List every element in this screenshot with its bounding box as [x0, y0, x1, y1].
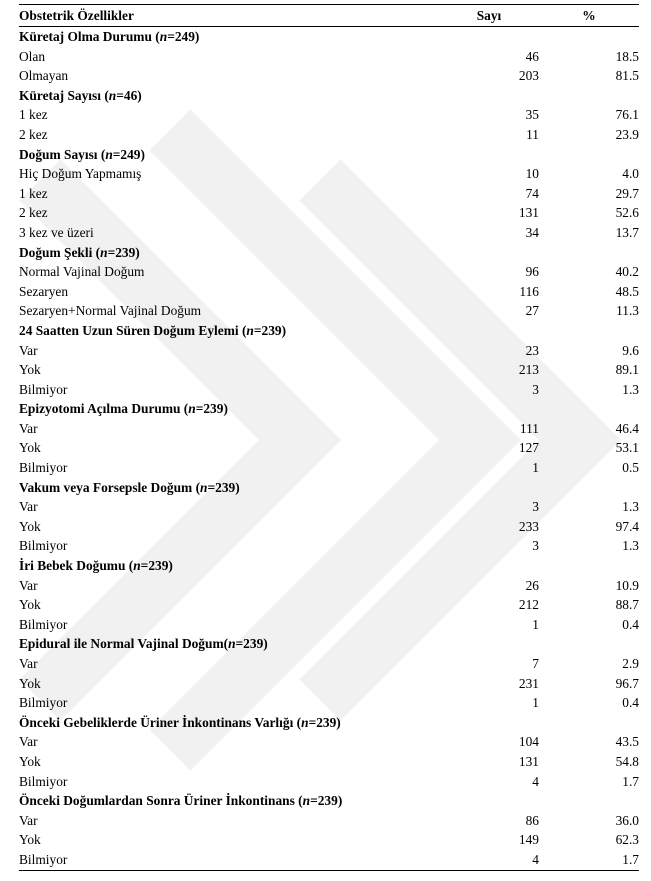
- row-label: Sezaryen+Normal Vajinal Doğum: [19, 303, 202, 319]
- row-percent: 2.9: [622, 656, 639, 671]
- section-title-text: Küretaj Sayısı: [19, 87, 101, 103]
- table-row: [19, 419, 639, 439]
- row-percent: 18.5: [615, 48, 639, 64]
- section-title-text: Epizyotomi Açılma Durumu: [19, 401, 181, 417]
- section-n-value: 239: [316, 714, 337, 730]
- row-percent: 4.0: [622, 166, 639, 182]
- row-percent: 89.1: [615, 362, 639, 378]
- row-percent: 1.7: [622, 851, 639, 867]
- section-header-row: [19, 478, 639, 498]
- row-count: 1: [532, 695, 539, 711]
- row-count: 23: [525, 342, 539, 358]
- table-header-row: [19, 5, 639, 27]
- row-count: 212: [518, 597, 539, 613]
- row-label: Olan: [19, 48, 46, 64]
- table-body: [19, 27, 639, 871]
- row-percent: 54.8: [615, 753, 639, 769]
- row-percent: 13.7: [615, 224, 639, 240]
- row-label: Yok: [19, 440, 41, 456]
- section-title: Epidural ile Normal Vajinal Doğum(n=239): [19, 636, 268, 652]
- row-count: 74: [525, 185, 539, 201]
- row-percent: 23.9: [615, 126, 639, 142]
- table-row: [19, 732, 639, 752]
- section-n-value: 239: [243, 636, 264, 652]
- table-row: [19, 262, 639, 282]
- row-label: 2 kez: [19, 205, 48, 221]
- section-title-text: İri Bebek Doğumu: [19, 558, 126, 574]
- row-count: 86: [525, 812, 539, 828]
- section-title: Küretaj Sayısı (n=46): [19, 87, 142, 103]
- row-label: Yok: [19, 362, 41, 378]
- section-header-row: [19, 399, 639, 419]
- row-label: Yok: [19, 518, 41, 534]
- table-row: [19, 850, 639, 870]
- row-count: 231: [518, 675, 539, 691]
- table-row: [19, 811, 639, 831]
- section-title: İri Bebek Doğumu (n=239): [19, 558, 173, 574]
- row-percent: 53.1: [615, 440, 639, 456]
- table-row: [19, 458, 639, 478]
- section-n-value: 249: [174, 29, 195, 44]
- row-count: 7: [532, 656, 539, 671]
- row-percent: 29.7: [615, 185, 639, 201]
- row-percent: 62.3: [615, 832, 639, 848]
- section-header-row: [19, 145, 639, 165]
- table-row: [19, 830, 639, 850]
- section-title: Önceki Gebeliklerde Üriner İnkontinans Varlığı (n=239): [19, 714, 341, 730]
- table-row: [19, 47, 639, 67]
- row-percent: 88.7: [615, 597, 639, 613]
- obstetric-features-table: [19, 4, 639, 871]
- row-label: Bilmiyor: [19, 460, 68, 476]
- table-row: [19, 301, 639, 321]
- section-header-row: [19, 556, 639, 576]
- table-row: [19, 360, 639, 380]
- table-row: [19, 380, 639, 400]
- table-row: [19, 203, 639, 223]
- table-row: [19, 223, 639, 243]
- table-row: [19, 536, 639, 556]
- row-count: 27: [525, 303, 539, 319]
- row-count: 3: [532, 499, 539, 515]
- row-count: 11: [526, 126, 539, 142]
- row-percent: 40.2: [615, 264, 639, 280]
- row-label: Bilmiyor: [19, 851, 68, 867]
- row-label: Bilmiyor: [19, 381, 68, 397]
- row-count: 35: [525, 107, 539, 123]
- row-count: 1: [532, 616, 539, 632]
- table-row: [19, 66, 639, 86]
- row-percent: 9.6: [622, 342, 639, 358]
- row-label: Bilmiyor: [19, 773, 68, 789]
- section-n-value: 239: [261, 322, 282, 338]
- row-label: Var: [19, 577, 38, 593]
- row-label: Var: [19, 342, 38, 358]
- row-label: Var: [19, 734, 38, 750]
- table-row: [19, 576, 639, 596]
- section-title-text: Doğum Şekli: [19, 244, 93, 260]
- row-percent: 46.4: [615, 420, 639, 436]
- header-feature: Obstetrik Özellikler: [19, 7, 134, 23]
- section-header-row: [19, 243, 639, 263]
- row-percent: 48.5: [615, 283, 639, 299]
- row-percent: 81.5: [615, 68, 639, 84]
- row-label: Sezaryen: [19, 283, 69, 299]
- section-header-row: [19, 27, 639, 47]
- section-title-text: Doğum Sayısı: [19, 146, 98, 162]
- table-row: [19, 438, 639, 458]
- row-count: 131: [518, 753, 539, 769]
- section-title-text: Vakum veya Forsepsle Doğum: [19, 479, 193, 495]
- row-label: Var: [19, 420, 38, 436]
- section-n-value: 46: [123, 87, 138, 103]
- row-label: 3 kez ve üzeri: [19, 224, 94, 240]
- row-count: 233: [518, 518, 539, 534]
- row-percent: 0.4: [622, 616, 639, 632]
- row-label: Yok: [19, 753, 41, 769]
- table-row: [19, 615, 639, 635]
- row-count: 149: [518, 832, 539, 848]
- table-row: [19, 752, 639, 772]
- row-percent: 96.7: [615, 675, 639, 691]
- section-header-row: [19, 321, 639, 341]
- row-label: 1 kez: [19, 185, 48, 201]
- section-title: Epizyotomi Açılma Durumu (n=239): [19, 401, 228, 417]
- row-percent: 52.6: [615, 205, 639, 221]
- row-percent: 76.1: [615, 107, 639, 123]
- row-count: 116: [519, 283, 539, 299]
- section-n-value: 239: [115, 244, 136, 260]
- row-count: 46: [525, 48, 539, 64]
- header-count: Sayı: [476, 7, 502, 23]
- table-row: [19, 595, 639, 615]
- row-percent: 0.5: [622, 460, 639, 476]
- row-count: 131: [518, 205, 539, 221]
- row-percent: 43.5: [615, 734, 639, 750]
- row-label: Bilmiyor: [19, 538, 68, 554]
- table-row: [19, 772, 639, 792]
- row-label: Yok: [19, 832, 41, 848]
- section-n-value: 249: [120, 146, 141, 162]
- row-count: 213: [518, 362, 539, 378]
- row-percent: 10.9: [615, 577, 639, 593]
- row-count: 96: [525, 264, 539, 280]
- section-title-text: Küretaj Olma Durumu: [19, 29, 152, 44]
- row-percent: 1.3: [622, 381, 639, 397]
- table-row: [19, 341, 639, 361]
- section-n-value: 239: [148, 558, 169, 574]
- row-count: 1: [532, 460, 539, 476]
- row-percent: 1.3: [622, 538, 639, 554]
- section-title: Küretaj Olma Durumu (n=249): [19, 29, 200, 44]
- section-header-row: [19, 86, 639, 106]
- table-row: [19, 164, 639, 184]
- table-row: [19, 125, 639, 145]
- row-count: 4: [532, 773, 539, 789]
- row-percent: 11.3: [616, 303, 639, 319]
- section-n-value: 239: [203, 401, 224, 417]
- table-row: [19, 184, 639, 204]
- section-title: Doğum Sayısı (n=249): [19, 146, 145, 162]
- row-label: Normal Vajinal Doğum: [19, 264, 145, 280]
- section-title-text: Epidural ile Normal Vajinal Doğum: [19, 636, 224, 652]
- row-label: Bilmiyor: [19, 695, 68, 711]
- section-header-row: [19, 713, 639, 733]
- row-label: Var: [19, 656, 38, 671]
- row-label: Hiç Doğum Yapmamış: [19, 166, 142, 182]
- table-row: [19, 282, 639, 302]
- row-label: Var: [19, 812, 38, 828]
- row-label: 1 kez: [19, 107, 48, 123]
- row-count: 26: [525, 577, 539, 593]
- section-title: Önceki Doğumlardan Sonra Üriner İnkontinans (n=239): [19, 793, 343, 809]
- row-count: 3: [532, 381, 539, 397]
- row-label: Yok: [19, 675, 41, 691]
- row-label: Var: [19, 499, 38, 515]
- section-title-text: 24 Saatten Uzun Süren Doğum Eylemi: [19, 322, 239, 338]
- section-title-text: Önceki Gebeliklerde Üriner İnkontinans Varlığı: [19, 714, 294, 730]
- section-title: 24 Saatten Uzun Süren Doğum Eylemi (n=239): [19, 322, 287, 338]
- table-row: [19, 674, 639, 694]
- section-title-text: Önceki Doğumlardan Sonra Üriner İnkontinans: [19, 793, 295, 809]
- row-percent: 0.4: [622, 695, 639, 711]
- table-row: [19, 654, 639, 674]
- row-count: 3: [532, 538, 539, 554]
- section-header-row: [19, 634, 639, 654]
- section-n-value: 239: [317, 793, 338, 809]
- row-label: Yok: [19, 597, 41, 613]
- row-count: 10: [525, 166, 539, 182]
- row-count: 127: [518, 440, 539, 456]
- table-row: [19, 517, 639, 537]
- section-header-row: [19, 791, 639, 811]
- table-row: [19, 497, 639, 517]
- row-count: 111: [519, 420, 539, 436]
- row-count: 34: [525, 224, 539, 240]
- header-percent: %: [582, 7, 596, 23]
- row-percent: 1.7: [622, 773, 639, 789]
- row-count: 104: [518, 734, 539, 750]
- row-count: 4: [532, 851, 539, 867]
- row-percent: 97.4: [615, 518, 639, 534]
- row-label: 2 kez: [19, 126, 48, 142]
- row-percent: 36.0: [615, 812, 639, 828]
- row-label: Olmayan: [19, 68, 69, 84]
- section-n-value: 239: [215, 479, 236, 495]
- row-count: 203: [518, 68, 539, 84]
- row-label: Bilmiyor: [19, 616, 68, 632]
- section-title: Vakum veya Forsepsle Doğum (n=239): [19, 479, 240, 495]
- table-row: [19, 105, 639, 125]
- table-row: [19, 693, 639, 713]
- row-percent: 1.3: [622, 499, 639, 515]
- section-title: Doğum Şekli (n=239): [19, 244, 140, 260]
